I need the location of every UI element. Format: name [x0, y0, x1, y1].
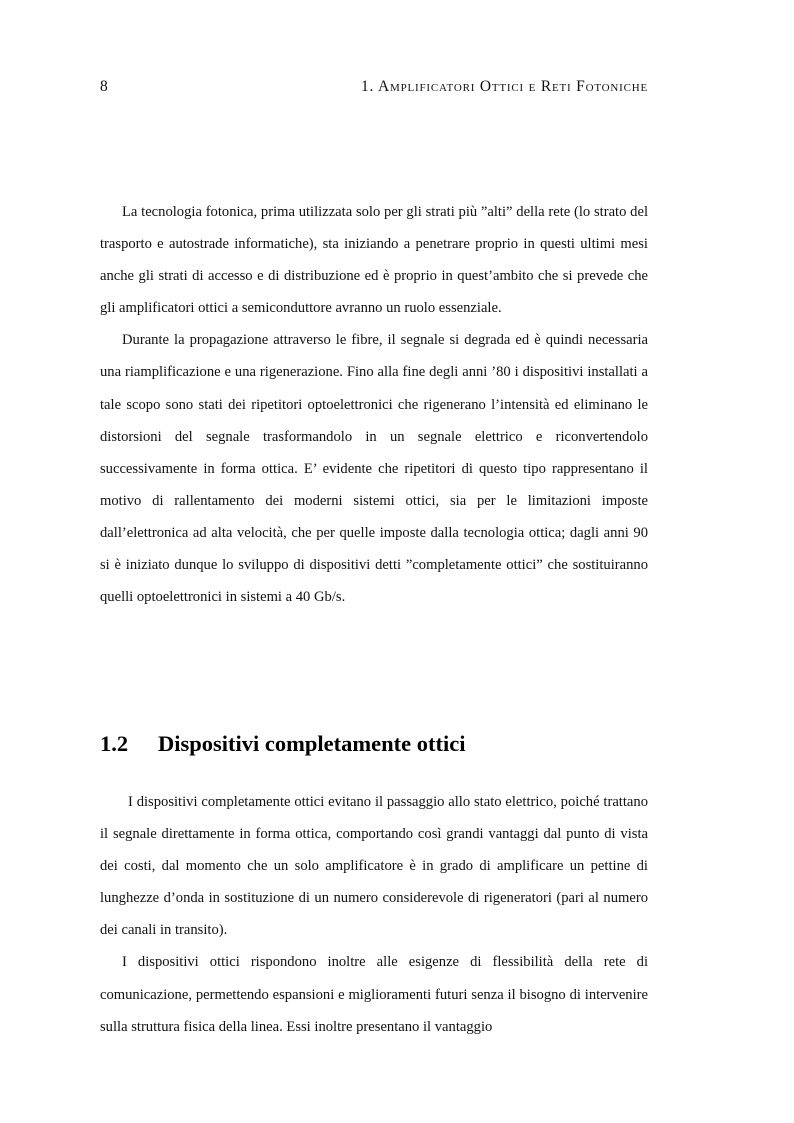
- paragraph: I dispositivi ottici rispondono inoltre alle esigenze di flessibilità della rete di comunicazione, permettendo espansioni e miglioramenti futuri senza il bisogno di intervenire sulla struttura fisica della linea. Essi inoltre presentano il vantaggio: [100, 954, 648, 1035]
- page-number: 8: [100, 78, 108, 95]
- body-text-after-section: [100, 786, 648, 1043]
- paragraph: Durante la propagazione attraverso le fibre, il segnale si degrada ed è quindi necessaria una riamplificazione e una rigenerazione. Fino alla fine degli anni ’80 i dispositivi installati a tale scopo sono stati dei ripetitori optoelettronici che rigenerano l’intensità ed eliminano le distorsioni del segnale trasformandolo in un segnale elettrico e riconvertendolo successivamente in forma ottica. E’ evidente che ripetitori di questo tipo rappresentano il motivo di rallentamento dei moderni sistemi ottici, sia per le limitazioni imposte dall’elettronica ad alta velocità, che per quelle imposte dalla tecnologia ottica; dagli anni 90 si è iniziato dunque lo sviluppo di dispositivi detti ”completamente ottici” che sostituiranno quelli optoelettronici in sistemi a 40 Gb/s.: [100, 332, 648, 606]
- paragraph: I dispositivi completamente ottici evitano il passaggio allo stato elettrico, poiché trattano il segnale direttamente in forma ottica, comportando così grandi vantaggi dal punto di vista dei costi, dal momento che un solo amplificatore è in grado di amplificare un pettine di lunghezze d’onda in sostituzione di un numero considerevole di rigeneratori (pari al numero dei canali in transito).: [100, 794, 648, 939]
- body-text-before-section: [100, 196, 648, 613]
- section-number: 1.2: [100, 731, 129, 756]
- paragraph: La tecnologia fotonica, prima utilizzata solo per gli strati più ”alti” della rete (lo strato del trasporto e autostrade informatiche), sta iniziando a penetrare proprio in questi ultimi mesi anche gli strati di accesso e di distribuzione ed è proprio in quest’ambito che si prevede che gli amplificatori ottici a semiconduttore avranno un ruolo essenziale.: [100, 204, 648, 317]
- running-title: 1. Amplificatori Ottici e Reti Fotoniche: [360, 78, 648, 95]
- page-header: [100, 78, 648, 96]
- section-title: Dispositivi completamente ottici: [158, 731, 466, 756]
- section-heading: [100, 731, 465, 757]
